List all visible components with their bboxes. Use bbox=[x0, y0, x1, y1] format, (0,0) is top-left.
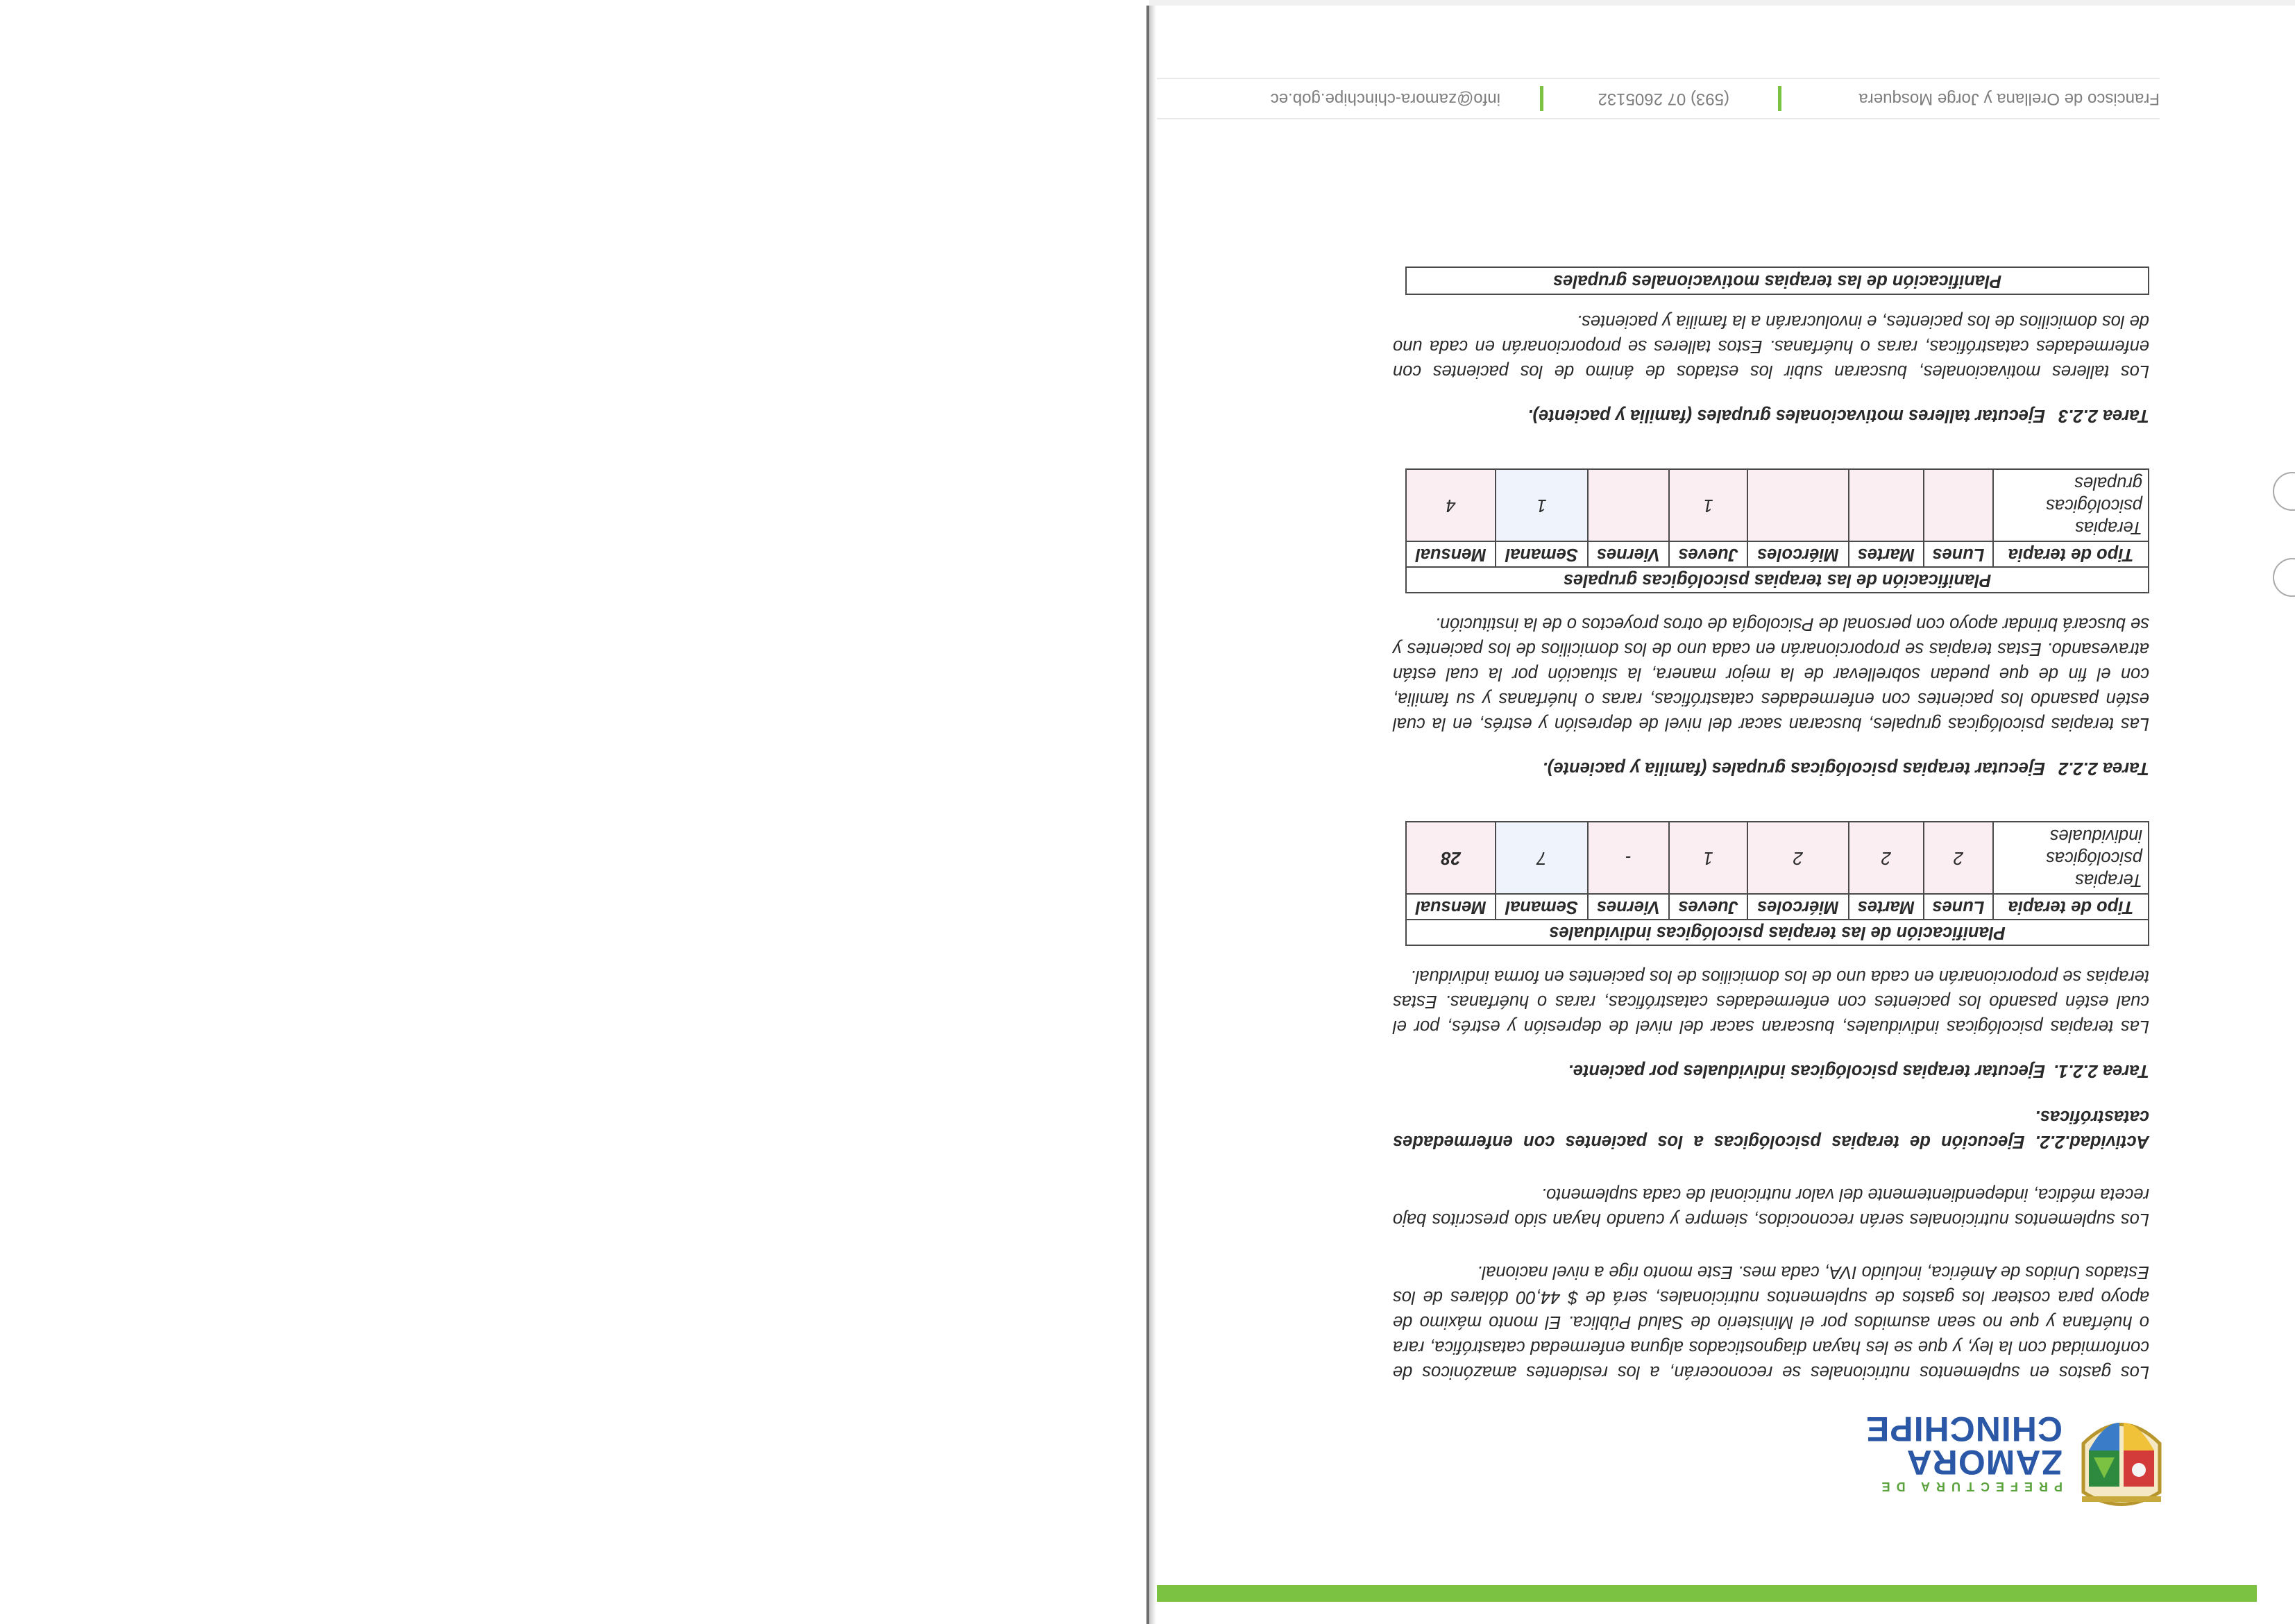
page-footer bbox=[1157, 78, 2160, 119]
header-cell: Viernes bbox=[1588, 541, 1670, 567]
task-1-heading bbox=[1393, 1058, 2149, 1083]
therapy-type-cell: Terapias psicológicas individuales bbox=[1993, 822, 2149, 894]
task-1-number: Tarea 2.2.1. bbox=[2053, 1061, 2149, 1081]
table-header-row bbox=[1406, 894, 2149, 920]
table-caption: Planificación de las terapias psicológicas individuales bbox=[1406, 920, 2149, 945]
prefectura-logo bbox=[1865, 1381, 2167, 1520]
header-cell: Mensual bbox=[1406, 541, 1496, 567]
logo-line-2: CHINCHIPE bbox=[1865, 1410, 2063, 1448]
header-cell: Semanal bbox=[1496, 894, 1587, 920]
header-cell: Jueves bbox=[1669, 541, 1747, 567]
task-2-heading bbox=[1393, 756, 2149, 781]
scanned-document-page bbox=[1156, 0, 2295, 1624]
motivational-table-caption: Planificación de las terapias motivacionales grupales bbox=[1405, 267, 2149, 295]
table-header-row bbox=[1406, 541, 2149, 567]
weekly-total-cell: 7 bbox=[1496, 822, 1587, 894]
header-cell: Lunes bbox=[1924, 894, 1993, 920]
monthly-total-cell: 4 bbox=[1406, 469, 1496, 541]
table-cell: 2 bbox=[1747, 822, 1849, 894]
header-green-band bbox=[1157, 1585, 2257, 1602]
header-cell: Tipo de terapia bbox=[1993, 894, 2149, 920]
binder-hole-bottom bbox=[2273, 558, 2295, 597]
binder-hole-top bbox=[2273, 472, 2295, 511]
task-2-title: Ejecutar terapias psicológicas grupales (familia y paciente). bbox=[1542, 759, 2045, 778]
weekly-total-cell: 1 bbox=[1496, 469, 1587, 541]
logo-line-1: ZAMORA bbox=[1906, 1443, 2063, 1482]
individual-therapy-table bbox=[1405, 821, 2149, 946]
activity-heading: Actividad.2.2. Ejecución de terapias psicológicas a los pacientes con enfermedades catastróficas. bbox=[1393, 1107, 2149, 1151]
table-cell bbox=[1924, 469, 1993, 541]
table-cell: 2 bbox=[1849, 822, 1924, 894]
table-row bbox=[1406, 469, 2149, 541]
header-cell: Miércoles bbox=[1747, 541, 1849, 567]
monthly-total-cell: 28 bbox=[1406, 822, 1496, 894]
table-row bbox=[1406, 822, 2149, 894]
header-cell: Lunes bbox=[1924, 541, 1993, 567]
group-therapy-table bbox=[1405, 468, 2149, 593]
header-cell: Viernes bbox=[1588, 894, 1670, 920]
table-cell: 1 bbox=[1669, 469, 1747, 541]
intro-paragraph-1: Los gastos en suplementos nutricionales se reconocerán, a los residentes amazónicos de conformidad con la ley, y que se les hayan diagnosticados alguna enfermedad catastrófica, rara o huérfana y que no sean asumidos por el Ministerio de Salud Pública. El monto máximo de apoyo para costear los gastos de suplementos nutricionales, será de $ 44,00 dólares de los Estados Unidos de América, incluido IVA, cada mes. Este monto rige a nivel nacional. bbox=[1393, 1262, 2149, 1382]
header-cell: Miércoles bbox=[1747, 894, 1849, 920]
scan-fold-shadow bbox=[1149, 6, 1156, 1624]
header-cell: Martes bbox=[1849, 541, 1924, 567]
table-cell bbox=[1588, 469, 1670, 541]
footer-address: Francisco de Orellana y Jorge Mosquera bbox=[1858, 90, 2160, 108]
blank-left-page bbox=[0, 0, 1146, 1624]
task-2-paragraph: Las terapias psicológicas grupales, buscaran sacar del nivel de depresión y estrés, en la cual estén pasando los pacientes con enfermedades catastróficas, raras o huérfanas y su familia, con el fin de que puedan sobrellevar de la mejor manera, la situación por la cual están atravesando. Estas terapias se proporcionarán en cada uno de los domicilios de los pacientes y se buscará brindar apoyo con personal de Psicología de otros proyectos o de la institución. bbox=[1393, 614, 2149, 734]
footer-divider bbox=[1778, 86, 1781, 111]
task-3-heading bbox=[1393, 403, 2149, 428]
coat-of-arms-icon bbox=[2076, 1402, 2167, 1520]
task-3-paragraph: Los talleres motivacionales, buscaran subir los estados de ánimo de los pacientes con enfermedades catastróficas, raras o huérfanas. Estos talleres se proporcionarán en cada uno de los domicilios de los pacientes, e involucrarán a la familia y pacientes. bbox=[1393, 312, 2149, 381]
table-caption: Planificación de las terapias psicológicas grupales bbox=[1406, 567, 2149, 593]
task-2-number: Tarea 2.2.2 bbox=[2058, 759, 2149, 778]
document-body bbox=[1393, 267, 2149, 1385]
table-cell bbox=[1747, 469, 1849, 541]
intro-paragraph-2: Los suplementos nutricionales serán reconocidos, siempre y cuando hayan sido prescritos bajo receta médica, independientemente del valor nutricional de cada suplemento. bbox=[1393, 1185, 2149, 1229]
header-cell: Mensual bbox=[1406, 894, 1496, 920]
task-1-paragraph: Las terapias psicológicas individuales, buscaran sacar del nivel de depresión y estrés, por el cual estén pasando los pacientes con enfermedades catastróficas, raras o huérfanas. Estas terapias se proporcionarán en cada uno de los domicilios de los pacientes en forma individual. bbox=[1393, 967, 2149, 1036]
table-cell: 1 bbox=[1669, 822, 1747, 894]
header-cell: Martes bbox=[1849, 894, 1924, 920]
footer-email: info@zamora-chinchipe.gob.ec bbox=[1270, 90, 1500, 108]
task-3-title: Ejecutar talleres motivacionales grupales (familia y paciente). bbox=[1527, 406, 2045, 425]
therapy-type-cell: Terapias psicológicas grupales bbox=[1993, 469, 2149, 541]
logo-prefix-text: PREFECTURA DE bbox=[1875, 1480, 2063, 1494]
footer-divider bbox=[1540, 86, 1543, 111]
task-1-title: Ejecutar terapias psicológicas individuales por paciente. bbox=[1568, 1061, 2045, 1081]
table-cell bbox=[1849, 469, 1924, 541]
table-cell: - bbox=[1588, 822, 1670, 894]
footer-phone: (593) 07 2605132 bbox=[1598, 90, 1729, 108]
task-3-number: Tarea 2.2.3 bbox=[2058, 406, 2149, 425]
table-cell: 2 bbox=[1924, 822, 1993, 894]
header-cell: Semanal bbox=[1496, 541, 1587, 567]
header-cell: Tipo de terapia bbox=[1993, 541, 2149, 567]
header-cell: Jueves bbox=[1669, 894, 1747, 920]
